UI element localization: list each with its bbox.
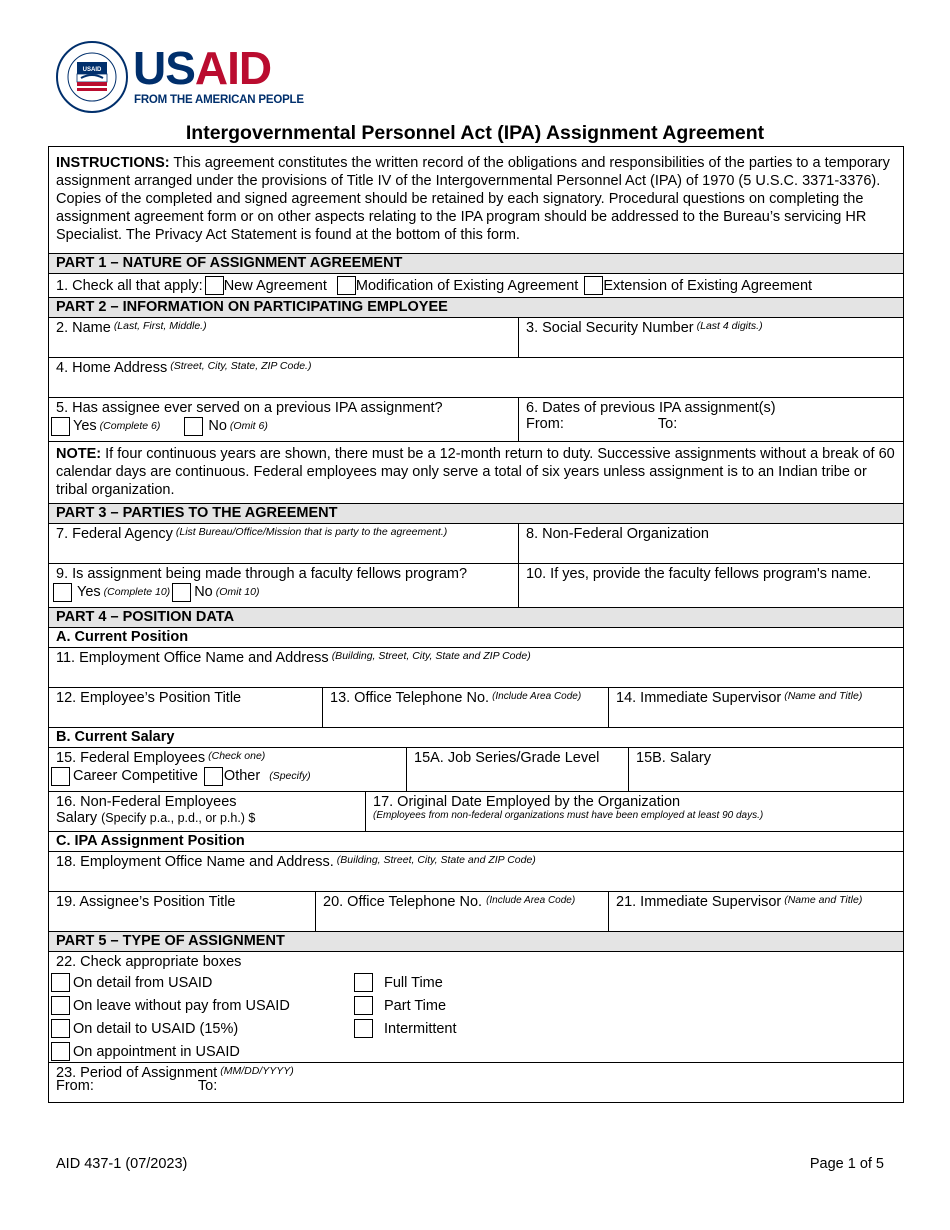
option-lwop bbox=[51, 994, 290, 1017]
employment-office-row bbox=[49, 647, 903, 687]
wordmark-us: US bbox=[133, 42, 195, 94]
ipa-position-header: C. IPA Assignment Position bbox=[56, 833, 245, 849]
home-address-field[interactable] bbox=[49, 358, 903, 397]
option-part-time bbox=[354, 994, 457, 1017]
intermittent-label: Intermittent bbox=[384, 1020, 457, 1037]
original-date-field[interactable] bbox=[365, 792, 903, 831]
q16-salary-label: Salary bbox=[56, 810, 98, 826]
q14-label: 14. Immediate Supervisor bbox=[616, 690, 782, 706]
q5-cell bbox=[49, 398, 518, 441]
q11-note: (Building, Street, City, State and ZIP Code) bbox=[331, 650, 531, 662]
q9-yes-note: (Complete 10) bbox=[103, 586, 171, 598]
q7-label: 7. Federal Agency bbox=[56, 526, 173, 542]
ssn-note: (Last 4 digits.) bbox=[696, 320, 763, 332]
intermittent-checkbox[interactable] bbox=[354, 1019, 373, 1038]
q5-no-label: No bbox=[208, 418, 227, 434]
part4-header: PART 4 – POSITION DATA bbox=[49, 608, 903, 627]
agency-row bbox=[49, 523, 903, 563]
usaid-logo bbox=[55, 40, 305, 116]
q1-label: 1. Check all that apply: bbox=[56, 277, 203, 294]
career-competitive-checkbox[interactable] bbox=[51, 767, 70, 786]
instructions-row bbox=[49, 147, 903, 253]
page-number: Page 1 of 5 bbox=[809, 1156, 884, 1172]
non-federal-salary-field[interactable] bbox=[49, 792, 365, 831]
q17-label: 17. Original Date Employed by the Organization bbox=[373, 794, 681, 810]
q16-label: 16. Non-Federal Employees bbox=[56, 794, 237, 810]
q6-label: 6. Dates of previous IPA assignment(s) bbox=[526, 400, 776, 416]
q11-label: 11. Employment Office Name and Address bbox=[56, 650, 329, 666]
q15-note: (Check one) bbox=[208, 750, 266, 762]
q5-yes-note: (Complete 6) bbox=[99, 420, 161, 432]
q6-from-label: From: bbox=[526, 416, 564, 432]
q17-note: (Employees from non-federal organizations must have been employed at least 90 days.) bbox=[373, 810, 764, 821]
option-detail-from bbox=[51, 971, 290, 994]
address-row bbox=[49, 357, 903, 397]
other-label: Other bbox=[223, 768, 261, 784]
q5-label: 5. Has assignee ever served on a previous IPA assignment? bbox=[56, 400, 443, 416]
note-label: NOTE: bbox=[56, 446, 102, 462]
detail-from-usaid-label: On detail from USAID bbox=[73, 974, 213, 991]
q7-note: (List Bureau/Office/Mission that is party to the agreement.) bbox=[175, 526, 448, 538]
appointment-checkbox[interactable] bbox=[51, 1042, 70, 1061]
position-title-field[interactable] bbox=[49, 688, 322, 727]
q15b-label: 15B. Salary bbox=[636, 750, 711, 766]
assignment-supervisor-field[interactable] bbox=[608, 892, 903, 931]
position-title-row bbox=[49, 687, 903, 727]
current-position-header: A. Current Position bbox=[56, 629, 189, 645]
previous-ipa-row bbox=[49, 397, 903, 441]
detail-to-usaid-label: On detail to USAID (15%) bbox=[73, 1020, 239, 1037]
assignment-left-options bbox=[51, 971, 290, 1063]
q15a-label: 15A. Job Series/Grade Level bbox=[414, 750, 600, 766]
instructions-text: This agreement constitutes the written record of the obligations and responsibilities of the parties to a temporary assignment arranged under the provisions of Title IV of the Intergovernmental Personnel Act (IPA) of 1970 (5 U.S.C. 3371-3376). Copies of the completed and signed agreement should be retained by each signatory. Procedural questions on completing the assignment agreement form or on other aspects relating to the IPA program should be addressed to the Bureau’s servicing HR Specialist. The Privacy Act Statement is found at the bottom of this form. bbox=[56, 155, 890, 243]
q16-note: (Specify p.a., p.d., or p.h.) $ bbox=[101, 811, 256, 825]
non-federal-row bbox=[49, 791, 903, 831]
new-agreement-label: New Agreement bbox=[223, 277, 327, 294]
tagline: FROM THE AMERICAN PEOPLE bbox=[134, 94, 304, 106]
career-competitive-label: Career Competitive bbox=[73, 768, 198, 784]
note-text: If four continuous years are shown, there must be a 12-month return to duty. Successive assignments without a break of 60 calendar days are continuous. Federal employees may only serve a total of six years unless assignment is to an Indian tribe or tribal organization. bbox=[56, 446, 895, 498]
other-note: (Specify) bbox=[269, 770, 311, 782]
part-time-label: Part Time bbox=[384, 997, 447, 1014]
part1-header: PART 1 – NATURE OF ASSIGNMENT AGREEMENT bbox=[49, 254, 903, 273]
q21-note: (Name and Title) bbox=[784, 894, 863, 906]
q9-yes-label: Yes bbox=[77, 584, 101, 600]
name-label: 2. Name bbox=[56, 320, 111, 336]
name-field[interactable] bbox=[49, 318, 518, 357]
part5-header: PART 5 – TYPE OF ASSIGNMENT bbox=[49, 932, 903, 951]
q18-note: (Building, Street, City, State and ZIP Code) bbox=[336, 854, 536, 866]
page-title: Intergovernmental Personnel Act (IPA) Assignment Agreement bbox=[185, 122, 765, 144]
q23-label: 23. Period of Assignment bbox=[56, 1065, 218, 1081]
q9-no-note: (Omit 10) bbox=[215, 586, 260, 598]
part1-header-row bbox=[49, 253, 903, 273]
option-full-time bbox=[354, 971, 457, 994]
q9-cell bbox=[49, 564, 518, 607]
part4-header-row bbox=[49, 607, 903, 627]
q20-note: (Include Area Code) bbox=[486, 895, 576, 906]
q9-no-label: No bbox=[194, 584, 213, 600]
option-detail-to bbox=[51, 1017, 290, 1040]
usaid-wordmark bbox=[133, 44, 271, 92]
extension-checkbox[interactable] bbox=[584, 276, 603, 295]
part3-header: PART 3 – PARTIES TO THE AGREEMENT bbox=[49, 504, 903, 523]
federal-agency-field[interactable] bbox=[49, 524, 518, 563]
q14-note: (Name and Title) bbox=[784, 690, 863, 702]
federal-employees-row bbox=[49, 747, 903, 791]
q6-to-label: To: bbox=[657, 416, 678, 432]
new-agreement-checkbox[interactable] bbox=[205, 276, 224, 295]
salary-field[interactable] bbox=[628, 748, 903, 791]
q5-no-note: (Omit 6) bbox=[229, 420, 268, 432]
assignment-office-field[interactable] bbox=[49, 852, 903, 891]
lwop-label: On leave without pay from USAID bbox=[73, 997, 290, 1014]
option-intermittent bbox=[354, 1017, 457, 1040]
q23-note: (MM/DD/YYYY) bbox=[220, 1065, 294, 1077]
instructions bbox=[49, 147, 903, 253]
name-ssn-row bbox=[49, 317, 903, 357]
q15-label: 15. Federal Employees bbox=[56, 750, 206, 766]
usaid-seal-icon bbox=[55, 40, 129, 114]
modification-label: Modification of Existing Agreement bbox=[355, 277, 579, 294]
assignment-right-options bbox=[354, 971, 457, 1040]
period-of-assignment-field[interactable] bbox=[49, 1063, 903, 1102]
assignee-title-row bbox=[49, 891, 903, 931]
part-time-checkbox[interactable] bbox=[354, 996, 373, 1015]
part3-header-row bbox=[49, 503, 903, 523]
q20-label: 20. Office Telephone No. bbox=[323, 894, 483, 910]
current-salary-row bbox=[49, 727, 903, 747]
supervisor-field[interactable] bbox=[608, 688, 903, 727]
q22-label: 22. Check appropriate boxes bbox=[56, 954, 242, 970]
home-address-note: (Street, City, State, ZIP Code.) bbox=[170, 360, 312, 372]
wordmark-aid: AID bbox=[194, 42, 272, 94]
q5-yes-label: Yes bbox=[73, 418, 97, 434]
job-series-field[interactable] bbox=[406, 748, 628, 791]
extension-label: Extension of Existing Agreement bbox=[603, 277, 813, 294]
assignment-office-row bbox=[49, 851, 903, 891]
ipa-position-row bbox=[49, 831, 903, 851]
instructions-label: INSTRUCTIONS: bbox=[56, 155, 170, 171]
faculty-program-field[interactable] bbox=[518, 564, 903, 607]
name-note: (Last, First, Middle.) bbox=[113, 320, 207, 332]
q22-cell bbox=[49, 952, 903, 1062]
q9-yes-checkbox[interactable] bbox=[53, 583, 72, 602]
q1-cell bbox=[49, 274, 903, 297]
q5-no-checkbox[interactable] bbox=[184, 417, 203, 436]
ssn-label: 3. Social Security Number bbox=[526, 320, 694, 336]
detail-to-usaid-checkbox[interactable] bbox=[51, 1019, 70, 1038]
ssn-field[interactable] bbox=[518, 318, 903, 357]
note-row bbox=[49, 441, 903, 503]
part1-checks-row bbox=[49, 273, 903, 297]
part2-header: PART 2 – INFORMATION ON PARTICIPATING EMPLOYEE bbox=[49, 298, 903, 317]
q15-cell bbox=[49, 748, 406, 791]
q5-yes-checkbox[interactable] bbox=[51, 417, 70, 436]
ipa-form bbox=[48, 146, 904, 1103]
q9-no-checkbox[interactable] bbox=[172, 583, 191, 602]
q10-label: 10. If yes, provide the faculty fellows program's name. bbox=[526, 566, 872, 582]
q13-label: 13. Office Telephone No. bbox=[330, 690, 490, 706]
part2-header-row bbox=[49, 297, 903, 317]
svg-text:USAID: USAID bbox=[82, 67, 102, 73]
full-time-checkbox[interactable] bbox=[354, 973, 373, 992]
assignment-telephone-field[interactable] bbox=[315, 892, 608, 931]
detail-from-usaid-checkbox[interactable] bbox=[51, 973, 70, 992]
faculty-row bbox=[49, 563, 903, 607]
office-telephone-field[interactable] bbox=[322, 688, 608, 727]
assignee-title-field[interactable] bbox=[49, 892, 315, 931]
other-checkbox[interactable] bbox=[204, 767, 223, 786]
period-row bbox=[49, 1062, 903, 1102]
form-id: AID 437-1 (07/2023) bbox=[56, 1156, 188, 1172]
lwop-checkbox[interactable] bbox=[51, 996, 70, 1015]
employment-office-field[interactable] bbox=[49, 648, 903, 687]
q19-label: 19. Assignee’s Position Title bbox=[56, 894, 236, 910]
q8-label: 8. Non-Federal Organization bbox=[526, 526, 709, 542]
q23-from-label: From: bbox=[56, 1078, 94, 1094]
assignment-type-row bbox=[49, 951, 903, 1062]
non-federal-org-field[interactable] bbox=[518, 524, 903, 563]
modification-checkbox[interactable] bbox=[337, 276, 356, 295]
part5-header-row bbox=[49, 931, 903, 951]
home-address-label: 4. Home Address bbox=[56, 360, 168, 376]
continuity-note bbox=[49, 442, 903, 503]
option-appointment bbox=[51, 1040, 290, 1063]
q9-label: 9. Is assignment being made through a faculty fellows program? bbox=[56, 566, 468, 582]
q12-label: 12. Employee’s Position Title bbox=[56, 690, 242, 706]
appointment-label: On appointment in USAID bbox=[73, 1043, 240, 1060]
full-time-label: Full Time bbox=[384, 974, 443, 991]
q18-label: 18. Employment Office Name and Address. bbox=[56, 854, 334, 870]
current-salary-header: B. Current Salary bbox=[56, 729, 175, 745]
q13-note: (Include Area Code) bbox=[492, 691, 582, 702]
q6-cell bbox=[518, 398, 903, 441]
q21-label: 21. Immediate Supervisor bbox=[616, 894, 782, 910]
q23-to-label: To: bbox=[197, 1078, 218, 1094]
current-position-row bbox=[49, 627, 903, 647]
